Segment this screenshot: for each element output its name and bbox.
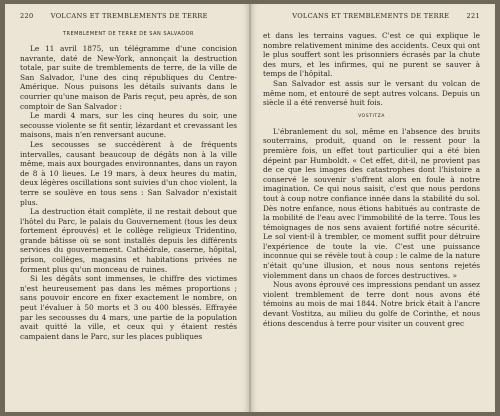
left-running-title: VOLCANS ET TREMBLEMENTS DE TERRE — [50, 12, 208, 20]
right-paragraph: Nous avons éprouvé ces impressions pendant un assez violent tremblement de terre dont nous avons été témoins au mois de mai 1844. Notre brick était à l'ancre devant Vostitza, au milieu du golfe de Corinthe, et nous étions descendus à terre pour visiter un couvent grec — [263, 280, 480, 328]
book-spread — [5, 4, 495, 412]
right-paragraph: L'ébranlement du sol, même en l'absence des bruits souterrains, produit, quand on le ressent pour la première fois, un effet tout particulier qui a été bien dépeint par Humboldt. « Cet effet, dit-il, ne provient pas de ce que les images des catastrophes dont l'histoire a conservé le souvenir s'offrent alors en foule à notre imagination. Ce qui nous saisit, c'est que nous perdons tout à coup notre confiance innée dans la stabilité du sol. Dès notre enfance, nous étions habitués au contraste de la mobilité de l'eau avec l'immobilité de la terre. Tous les témoignages de nos sens avaient fortifié notre sécurité. Le sol vient-il à trembler, ce moment suffit pour détruire l'expérience de toute la vie. C'est une puissance inconnue qui se révèle tout à coup : le calme de la nature n'était qu'une illusion, et nous nous sentons rejetés violemment dans un chaos de forces destructives. » — [263, 126, 480, 280]
right-page — [250, 4, 495, 412]
left-page — [5, 4, 250, 412]
left-paragraph: Si les dégâts sont immenses, le chiffre des victimes n'est heureusement pas dans les mêmes proportions ; sans pouvoir encore en fixer exactement le nombre, on peut l'évaluer à 50 morts et 3 ou 400 blessés. Effrayée par les secousses du 4 mars, une partie de la population avait quitté la ville, et ceux qui y étaient restés campaient dans le Parc, sur les places publiques — [20, 274, 237, 341]
right-paragraph: et dans les terrains vagues. C'est ce qui explique le nombre relativement minime des accidents. Ceux qui ont le plus souffert sont les prisonniers écrasés par la chute des murs, et les infirmes, qui ne purent se sauver à temps de l'hôpital. — [263, 31, 480, 79]
right-page-number: 221 — [466, 12, 480, 20]
left-page-number: 220 — [20, 12, 34, 20]
right-paragraph: San Salvador est assis sur le versant du volcan de même nom, et entouré de sept autres volcans. Depuis un siècle il a été renversé huit fois. — [263, 78, 480, 108]
right-running-title: VOLCANS ET TREMBLEMENTS DE TERRE — [292, 12, 450, 20]
left-paragraph: Le 11 avril 1875, un télégramme d'une concision navrante, daté de New-York, annonçait la destruction totale, par suite de tremblements de terre, de la ville de San Salvador, l'une des cinq républiques du Centre-Amérique. Nous puisons les détails suivants dans le courrier qu'une maison de Paris reçut, peu après, de son comptoir de San Salvador : — [20, 44, 237, 111]
left-section-heading: TREMBLEMENT DE TERRE DE SAN SALVADOR — [62, 31, 195, 37]
left-running-head — [20, 12, 237, 20]
left-paragraph: La destruction était complète, il ne restait debout que l'hôtel du Parc, le palais du Gouvernement (tous les deux fortement éprouvés) et le collège religieux Tridentino, grande bâtisse où se sont installés depuis les différents services du gouvernement. Cathédrale, caserne, hôpital, prison, collèges, magasins et habitations privées ne forment plus qu'un monceau de ruines. — [20, 207, 237, 274]
right-section-heading: VOSTITZA — [358, 113, 385, 119]
book-gutter — [249, 4, 251, 412]
right-running-head — [263, 12, 480, 20]
left-paragraph: Le mardi 4 mars, sur les cinq heures du soir, une secousse violente se fit sentir, lézardant et crevassant les maisons, mais n'en renversant aucune. — [20, 111, 237, 140]
left-paragraph: Les secousses se succédèrent à de fréquents intervalles, causant beaucoup de dégâts non à la ville même, mais aux bourgades environnantes, dans un rayon de 8 à 10 lieues. Le 19 mars, à deux heures du matin, deux légères oscillations sont suivies d'un choc violent, la terre se soulève en tous sens : San Salvador n'existait plus. — [20, 139, 237, 207]
